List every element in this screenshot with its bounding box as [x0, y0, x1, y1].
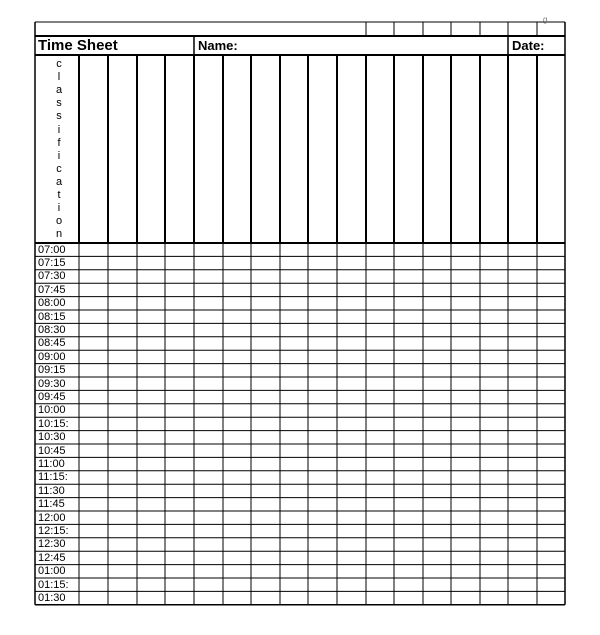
- name-field-label: Name:: [198, 38, 238, 53]
- classification-letter: s: [56, 97, 62, 110]
- time-slot-label: 10:30: [38, 431, 66, 444]
- time-slot-label: 08:45: [38, 337, 66, 350]
- time-slot-label: 12:30: [38, 538, 66, 551]
- time-slot-label: 08:15: [38, 310, 66, 323]
- time-slot-label: 11:30: [38, 484, 65, 497]
- classification-letter: f: [57, 136, 61, 149]
- time-slot-label: 11:45: [38, 498, 65, 511]
- time-slot-label: 08:00: [38, 297, 66, 310]
- time-slot-label: 08:30: [38, 323, 66, 336]
- classification-letter: i: [57, 202, 61, 215]
- classification-letter: t: [57, 189, 61, 201]
- corner-mark: g: [543, 15, 548, 24]
- time-slot-label: 01:30: [38, 591, 66, 604]
- classification-letter: o: [55, 215, 63, 228]
- classification-letter: c: [56, 162, 62, 175]
- classification-letter: n: [55, 228, 63, 241]
- page-title: Time Sheet: [38, 37, 118, 54]
- time-slot-label: 11:15:: [38, 471, 68, 484]
- classification-letter: a: [55, 84, 63, 97]
- time-slot-label: 10:15:: [38, 417, 69, 430]
- time-slot-label: 01:15:: [38, 578, 69, 591]
- classification-letter: a: [55, 175, 63, 188]
- time-slot-label: 11:00: [38, 457, 65, 470]
- time-slot-label: 09:00: [38, 350, 66, 363]
- date-field-label: Date:: [512, 38, 545, 53]
- classification-letter: i: [57, 149, 61, 162]
- time-slot-label: 09:15: [38, 364, 66, 377]
- classification-letter: c: [56, 58, 62, 70]
- classification-letter: i: [57, 123, 61, 136]
- time-slot-label: 09:30: [38, 377, 66, 390]
- time-slot-label: 01:00: [38, 565, 66, 578]
- classification-letter: l: [57, 71, 61, 84]
- time-slot-label: 12:45: [38, 551, 66, 564]
- time-slot-label: 07:00: [38, 243, 66, 256]
- time-slot-label: 07:30: [38, 270, 66, 283]
- time-slot-label: 12:15:: [38, 524, 69, 537]
- time-slot-label: 10:45: [38, 444, 66, 457]
- classification-letter: s: [56, 110, 62, 123]
- time-slot-label: 09:45: [38, 390, 66, 403]
- time-slot-label: 12:00: [38, 511, 66, 524]
- time-slot-label: 10:00: [38, 404, 66, 417]
- time-slot-label: 07:15: [38, 256, 66, 269]
- time-slot-label: 07:45: [38, 283, 66, 296]
